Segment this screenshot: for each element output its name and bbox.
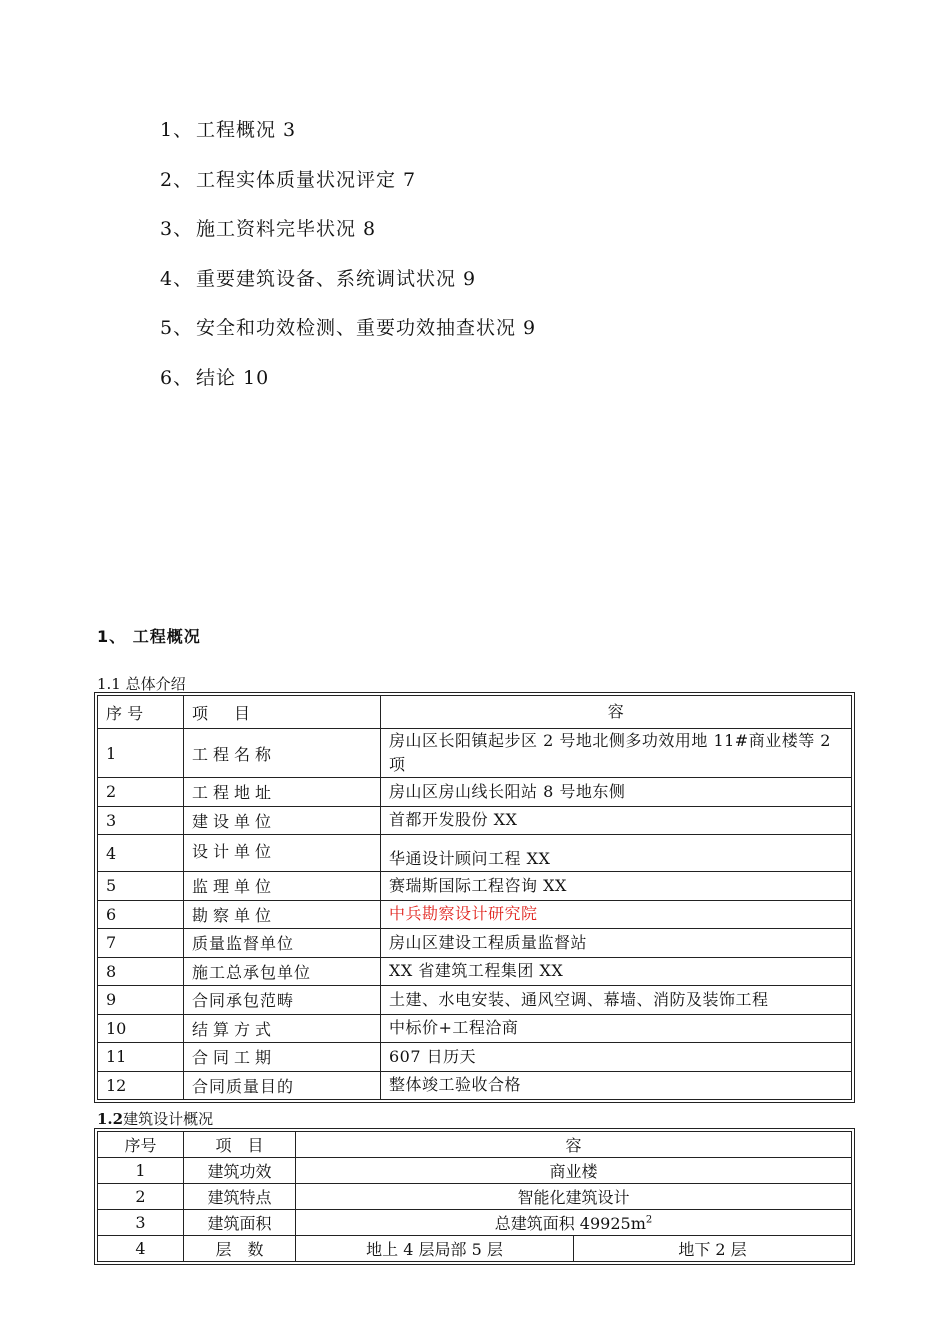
toc-number: 2、 [160,168,194,191]
toc-number: 3、 [160,218,194,241]
table-row [98,1236,852,1262]
design-title [97,1108,213,1129]
row-number: 4 [98,1236,184,1262]
row-number: 6 [98,900,184,929]
toc-item[interactable] [160,310,536,360]
toc-item[interactable] [160,360,536,410]
table-row [98,957,852,986]
row-label: 合同承包范畴 [184,986,381,1015]
toc-number: 1、 [160,119,194,141]
header-cell: 序号 [98,1132,184,1158]
row-value [296,1210,852,1236]
header-cell: 项 目 [184,1132,296,1158]
row-label: 施工总承包单位 [184,957,381,986]
header-cell: 项 目 [184,696,381,729]
row-value: 首都开发股份 XX [381,806,852,835]
row-number: 1 [98,1158,184,1184]
toc-number: 5、 [160,317,194,340]
header-cell: 序 号 [98,696,184,729]
area-text: 总建筑面积 49925m [494,1214,646,1233]
design-title-number: 1.2 [97,1110,124,1128]
row-number: 3 [98,806,184,835]
toc-text: 施工资料完毕状况 8 [196,218,377,241]
row-label: 层 数 [184,1236,296,1262]
table-row [98,1210,852,1236]
design-table [97,1131,852,1262]
toc-text: 工程概况 3 [196,119,297,141]
area-superscript: 2 [645,1214,653,1226]
row-number: 10 [98,1014,184,1043]
toc-item[interactable] [160,261,536,311]
row-number: 8 [98,957,184,986]
row-number: 2 [98,778,184,807]
table-row [98,1043,852,1072]
toc-text: 重要建筑设备、系统调试状况 9 [196,267,477,290]
toc-item[interactable] [160,211,536,261]
row-value: 整体竣工验收合格 [381,1071,852,1100]
row-value: XX 省建筑工程集团 XX [381,957,852,986]
row-value: 华通设计顾问工程 XX [381,835,852,872]
toc-text: 结论 10 [196,366,270,389]
row-value: 房山区房山线长阳站 8 号地东侧 [381,778,852,807]
table-header-row [98,1132,852,1158]
table-row [98,835,852,872]
table-row [98,1184,852,1210]
row-label: 设计单位 [184,835,381,872]
table-row [98,929,852,958]
row-label: 质量监督单位 [184,929,381,958]
overview-table [97,695,852,1100]
row-number: 1 [98,729,184,778]
row-number: 9 [98,986,184,1015]
row-value: 房山区建设工程质量监督站 [381,929,852,958]
row-label: 合同工期 [184,1043,381,1072]
row-label: 建筑特点 [184,1184,296,1210]
table-row [98,986,852,1015]
section-heading: 1、 工程概况 [97,627,201,646]
overview-title: 1.1 总体介绍 [97,675,186,693]
row-value: 中标价+工程洽商 [381,1014,852,1043]
toc-text: 安全和功效检测、重要功效抽查状况 9 [196,317,537,340]
table-row [98,806,852,835]
row-value: 607 日历天 [381,1043,852,1072]
row-number: 4 [98,835,184,872]
header-cell: 容 [381,696,852,729]
toc-item[interactable] [160,162,536,212]
table-of-contents [160,112,536,410]
row-value-highlight: 中兵勘察设计研究院 [381,900,852,929]
row-label: 勘察单位 [184,900,381,929]
toc-item[interactable] [160,112,536,162]
row-value: 土建、水电安装、通风空调、幕墙、消防及装饰工程 [381,986,852,1015]
row-number: 2 [98,1184,184,1210]
row-label: 建设单位 [184,806,381,835]
table-row [98,900,852,929]
toc-text: 工程实体质量状况评定 7 [196,168,417,191]
row-label: 工程地址 [184,778,381,807]
row-value-above-ground: 地上 4 层局部 5 层 [296,1236,574,1262]
row-number: 11 [98,1043,184,1072]
row-value-below-ground: 地下 2 层 [574,1236,852,1262]
table-row [98,872,852,901]
row-value: 商业楼 [296,1158,852,1184]
row-label: 工程名称 [184,729,381,778]
header-cell: 容 [296,1132,852,1158]
row-number: 7 [98,929,184,958]
table-row [98,1071,852,1100]
row-value: 智能化建筑设计 [296,1184,852,1210]
table-row [98,778,852,807]
row-number: 12 [98,1071,184,1100]
row-label: 建筑功效 [184,1158,296,1184]
row-label: 建筑面积 [184,1210,296,1236]
row-number: 5 [98,872,184,901]
row-label: 结算方式 [184,1014,381,1043]
table-row [98,1014,852,1043]
row-label: 监理单位 [184,872,381,901]
toc-number: 4、 [160,267,194,290]
row-value: 赛瑞斯国际工程咨询 XX [381,872,852,901]
table-header-row [98,696,852,729]
row-value: 房山区长阳镇起步区 2 号地北侧多功效用地 11#商业楼等 2 项 [381,729,852,778]
row-number: 3 [98,1210,184,1236]
table-row [98,729,852,778]
design-title-text: 建筑设计概况 [123,1110,214,1128]
table-row [98,1158,852,1184]
row-label: 合同质量目的 [184,1071,381,1100]
toc-number: 6、 [160,366,194,389]
